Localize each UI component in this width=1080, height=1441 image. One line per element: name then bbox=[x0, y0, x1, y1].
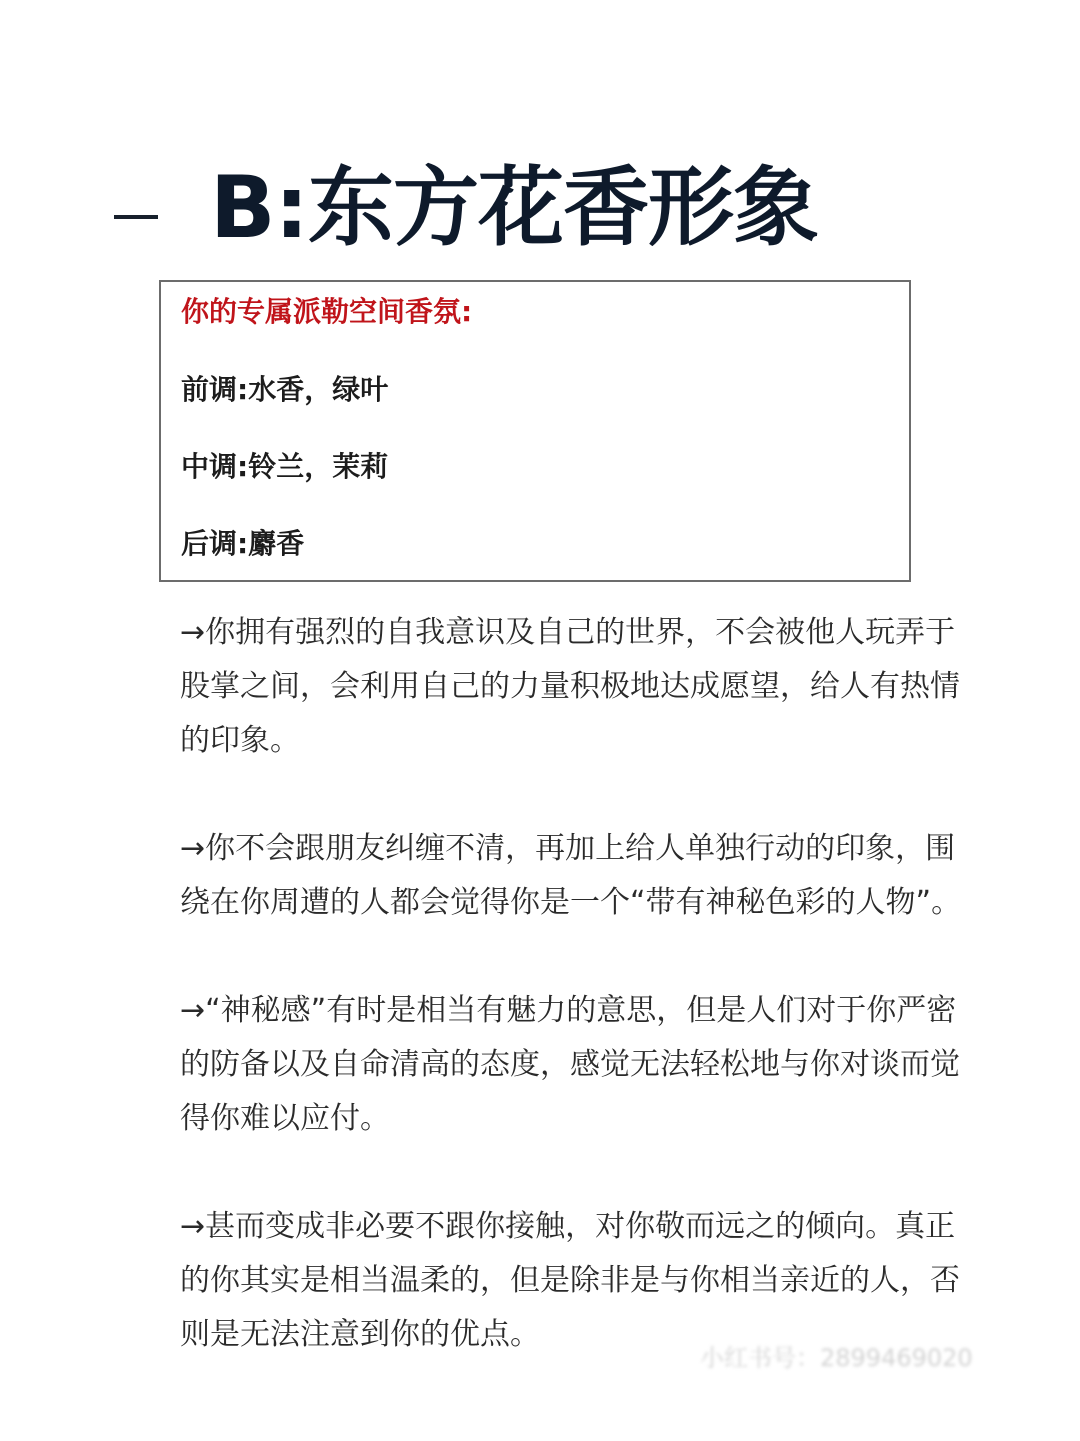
paragraph-1: →你拥有强烈的自我意识及自己的世界，不会被他人玩弄于股掌之间，会利用自己的力量积极地达成愿望，给人有热情的印象。 bbox=[180, 615, 960, 758]
paragraph-3: →“神秘感”有时是相当有魅力的意思，但是人们对于你严密的防备以及自命清高的态度，感觉无法轻松地与你对谈而觉得你难以应付。 bbox=[180, 993, 960, 1136]
watermark: 小红书号：2899469020 bbox=[700, 1344, 973, 1372]
page-title: B:东方花香形象 bbox=[210, 158, 818, 258]
top-note: 前调:水香，绿叶 bbox=[181, 373, 389, 406]
scent-box-heading: 你的专属派勒空间香氛: bbox=[181, 295, 473, 328]
paragraph-4: →甚而变成非必要不跟你接触，对你敬而远之的倾向。真正的你其实是相当温柔的，但是除非是与你相当亲近的人，否则是无法注意到你的优点。 bbox=[180, 1209, 960, 1352]
middle-note: 中调:铃兰，茉莉 bbox=[181, 450, 389, 483]
paragraph-2: →你不会跟朋友纠缠不清，再加上给人单独行动的印象，围绕在你周遭的人都会觉得你是一个“带有神秘色彩的人物”。 bbox=[180, 831, 962, 920]
scent-box bbox=[159, 280, 911, 582]
base-note: 后调:麝香 bbox=[181, 527, 305, 560]
title-dash-decoration bbox=[114, 215, 158, 219]
